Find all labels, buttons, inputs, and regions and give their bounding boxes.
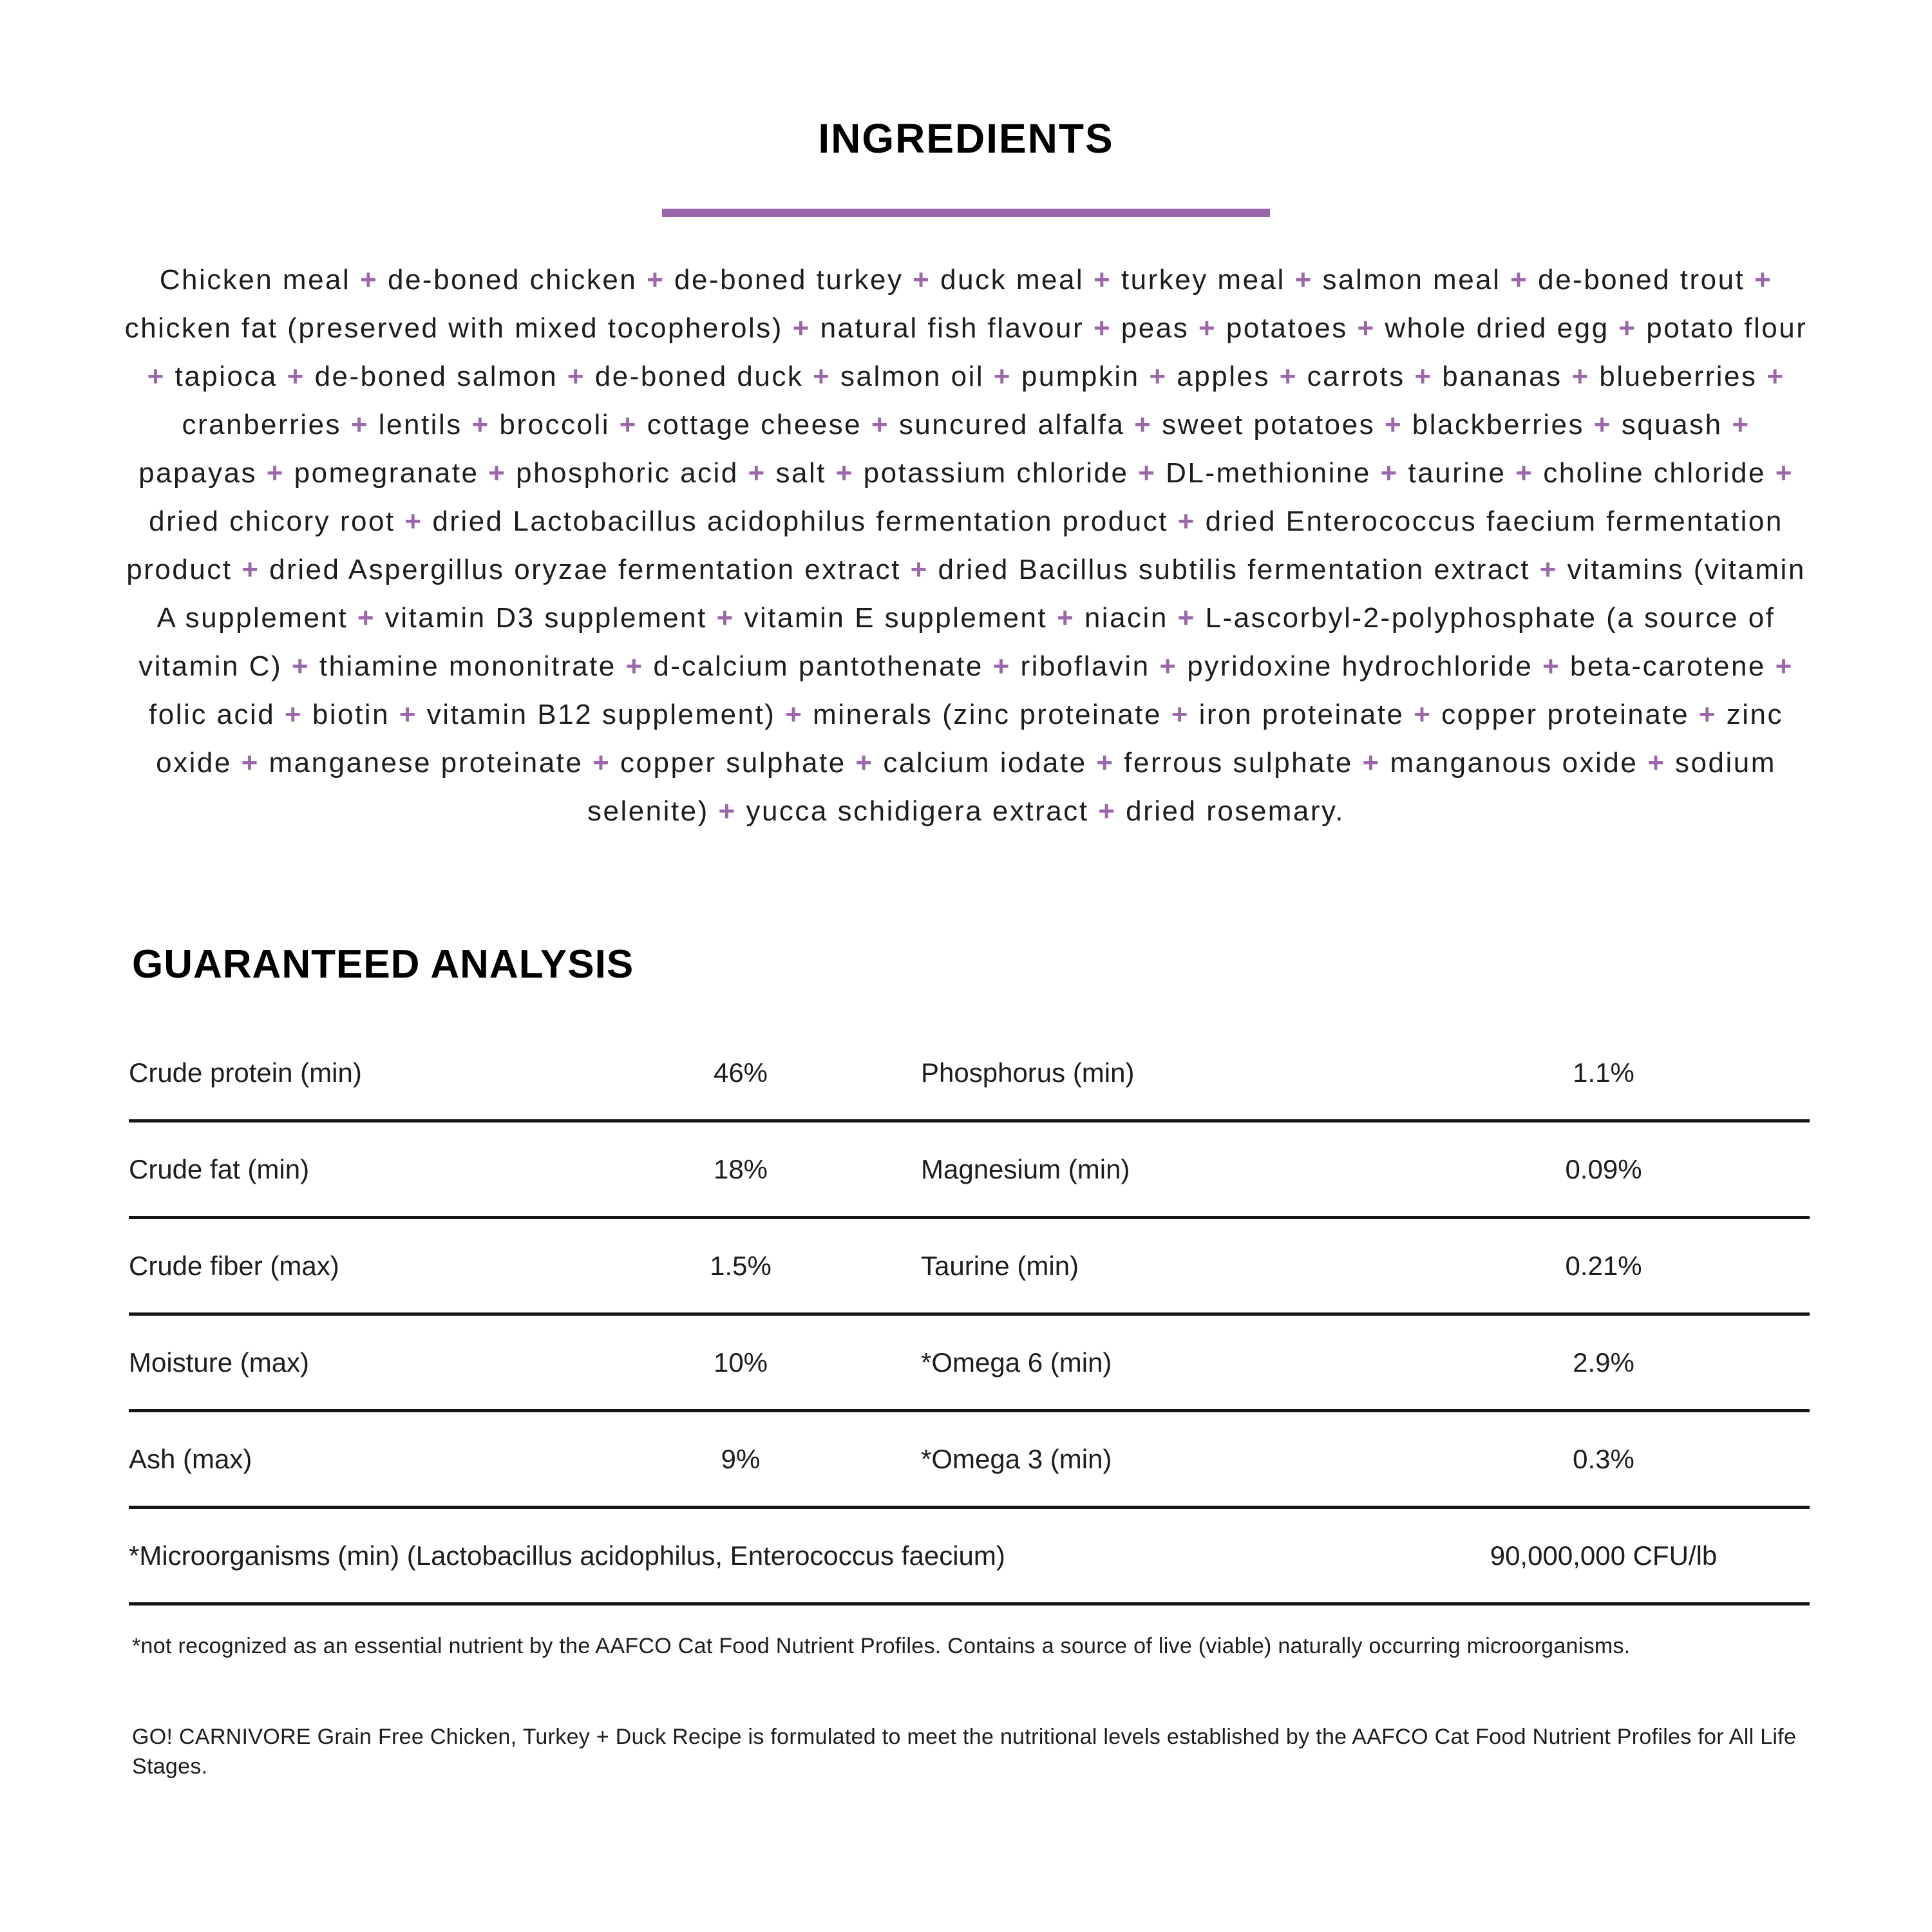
plus-separator: +	[1542, 650, 1561, 682]
ingredient-item: ferrous sulphate	[1124, 747, 1353, 779]
plus-separator: +	[357, 602, 376, 634]
ingredient-item: copper sulphate	[620, 747, 846, 779]
plus-separator: +	[1171, 699, 1189, 730]
ingredient-item: pomegranate	[294, 457, 479, 489]
ingredient-item: riboflavin	[1020, 650, 1150, 682]
plus-separator: +	[1515, 457, 1534, 489]
plus-separator: +	[1732, 409, 1750, 440]
ingredient-item: salmon oil	[840, 361, 985, 392]
ingredient-item: blackberries	[1412, 409, 1585, 440]
ingredient-item: DL-methionine	[1166, 457, 1371, 489]
plus-separator: +	[287, 361, 305, 392]
ingredient-item: dried Lactobacillus acidophilus fermentation product	[432, 506, 1168, 537]
ingredient-item: papayas	[138, 457, 257, 489]
plus-separator: +	[813, 361, 831, 392]
ingredient-item: duck meal	[940, 264, 1084, 296]
ingredient-item: Chicken meal	[159, 264, 351, 296]
nutrient-label: Magnesium (min)	[921, 1153, 1130, 1184]
plus-separator: +	[1698, 699, 1718, 730]
plus-separator: +	[1138, 457, 1157, 489]
nutrient-value: 0.3%	[1573, 1443, 1634, 1474]
plus-separator: +	[792, 312, 811, 344]
ingredient-item: taurine	[1408, 457, 1506, 489]
ingredient-item: vitamin D3 supplement	[384, 602, 707, 634]
plus-separator: +	[1096, 747, 1115, 779]
ingredient-item: cranberries	[182, 409, 342, 440]
nutrient-value: 0.09%	[1565, 1153, 1642, 1184]
plus-separator: +	[1775, 457, 1794, 489]
ingredient-item: blueberries	[1599, 361, 1757, 392]
ingredient-item: biotin	[312, 699, 390, 730]
ingredient-item: sodium selenite)	[587, 747, 1776, 827]
ingredient-item: natural fish flavour	[820, 312, 1084, 344]
ingredient-item: folic acid	[149, 699, 276, 730]
plus-separator: +	[992, 650, 1011, 682]
plus-separator: +	[1279, 361, 1298, 392]
plus-separator: +	[1159, 650, 1178, 682]
ingredient-item: dried Aspergillus oryzae fermentation extract	[269, 554, 901, 585]
plus-separator: +	[716, 602, 735, 634]
plus-separator: +	[399, 699, 417, 730]
plus-separator: +	[1593, 409, 1612, 440]
nutrient-label: Phosphorus (min)	[921, 1057, 1135, 1088]
ingredient-item: vitamin E supplement	[744, 602, 1048, 634]
ingredient-item: d-calcium pantothenate	[653, 650, 983, 682]
plus-separator: +	[619, 409, 638, 440]
plus-separator: +	[1539, 554, 1558, 585]
nutrient-label: Ash (max)	[129, 1443, 252, 1474]
plus-separator: +	[291, 650, 310, 682]
plus-separator: +	[567, 361, 586, 392]
ingredient-item: dried Bacillus subtilis fermentation extract	[938, 554, 1530, 585]
plus-separator: +	[1134, 409, 1153, 440]
ingredient-item: de-boned salmon	[314, 361, 558, 392]
ingredient-item: apples	[1177, 361, 1270, 392]
analysis-row-microorganisms	[129, 1509, 1810, 1605]
ingredient-item: broccoli	[499, 409, 611, 440]
plus-separator: +	[1357, 312, 1376, 344]
ingredient-item: manganese proteinate	[269, 747, 583, 779]
plus-separator: +	[1198, 312, 1217, 344]
plus-separator: +	[471, 409, 490, 440]
plus-separator: +	[242, 554, 260, 585]
aafco-statement: GO! CARNIVORE Grain Free Chicken, Turkey + Duck Recipe is formulated to meet the nutritional levels established by the AAFCO Cat Food Nutrient Profiles for All Life Stages.	[132, 1725, 1797, 1779]
plus-separator: +	[910, 554, 929, 585]
plus-separator: +	[1618, 312, 1637, 344]
plus-separator: +	[350, 409, 369, 440]
ingredient-item: lentils	[378, 409, 462, 440]
nutrient-value: 1.1%	[1573, 1057, 1634, 1088]
ingredient-item: phosphoric acid	[516, 457, 739, 489]
plus-separator: +	[1766, 361, 1785, 392]
ingredient-item: minerals (zinc proteinate	[813, 699, 1162, 730]
ingredient-item: choline chloride	[1543, 457, 1766, 489]
plus-separator: +	[592, 747, 611, 779]
plus-separator: +	[1093, 312, 1112, 344]
nutrient-value: 18%	[713, 1153, 768, 1184]
plus-separator: +	[1510, 264, 1529, 296]
ingredient-item: yucca schidigera extract	[746, 795, 1089, 827]
nutrient-label: *Omega 3 (min)	[921, 1443, 1112, 1474]
plus-separator: +	[748, 457, 766, 489]
nutrient-label: Crude protein (min)	[129, 1057, 362, 1088]
ingredient-item: turkey meal	[1121, 264, 1285, 296]
ingredients-paragraph	[122, 256, 1810, 835]
nutrient-label: Crude fiber (max)	[129, 1250, 339, 1281]
ingredient-item: beta-carotene	[1569, 650, 1766, 682]
ingredient-item: pyridoxine hydrochloride	[1187, 650, 1533, 682]
ingredient-item: dried chicory root	[149, 506, 395, 537]
ingredient-item: vitamin B12 supplement)	[426, 699, 776, 730]
plus-separator: +	[241, 747, 260, 779]
plus-separator: +	[1414, 699, 1432, 730]
nutrient-label: *Omega 6 (min)	[921, 1347, 1112, 1378]
ingredient-item: copper proteinate	[1441, 699, 1690, 730]
plus-separator: +	[1093, 264, 1112, 296]
ingredient-item: zinc oxide	[156, 699, 1783, 779]
plus-separator: +	[1571, 361, 1590, 392]
guaranteed-analysis-table	[129, 1026, 1810, 1605]
plus-separator: +	[1647, 747, 1666, 779]
plus-separator: +	[266, 457, 285, 489]
ingredient-item: potato flour	[1646, 312, 1808, 344]
ingredient-item: calcium iodate	[883, 747, 1087, 779]
ingredient-item: vitamins (vitamin A supplement	[156, 554, 1806, 634]
plus-separator: +	[785, 699, 804, 730]
plus-separator: +	[1754, 264, 1773, 296]
plus-separator: +	[1294, 264, 1313, 296]
plus-separator: +	[871, 409, 890, 440]
ingredient-item: de-boned duck	[594, 361, 804, 392]
plus-separator: +	[360, 264, 379, 296]
ingredient-item: salt	[775, 457, 826, 489]
ingredients-title: INGREDIENTS	[818, 115, 1114, 162]
ingredient-item: potatoes	[1226, 312, 1348, 344]
plus-separator: +	[1149, 361, 1168, 392]
nutrient-value: 10%	[713, 1347, 768, 1378]
nutrient-value: 2.9%	[1573, 1347, 1634, 1378]
microorganisms-footnote: *not recognized as an essential nutrient by the AAFCO Cat Food Nutrient Profiles. Contains a source of live (viable) naturally occurring microorganisms.	[132, 1634, 1631, 1658]
plus-separator: +	[1056, 602, 1075, 634]
plus-separator: +	[647, 264, 665, 296]
plus-separator: +	[625, 650, 644, 682]
plus-separator: +	[835, 457, 854, 489]
plus-separator: +	[1414, 361, 1433, 392]
ingredient-item: salmon meal	[1322, 264, 1501, 296]
nutrient-value: 90,000,000 CFU/lb	[1490, 1540, 1718, 1571]
ingredient-item: de-boned chicken	[387, 264, 638, 296]
plus-separator: +	[488, 457, 507, 489]
plus-separator: +	[284, 699, 303, 730]
plus-separator: +	[718, 795, 737, 827]
nutrient-label: Crude fat (min)	[129, 1153, 310, 1184]
plus-separator: +	[1177, 602, 1196, 634]
ingredient-item: L-ascorbyl-2-polyphosphate (a source of vitamin C)	[138, 602, 1776, 682]
nutrient-value: 0.21%	[1565, 1250, 1642, 1281]
ingredient-item: bananas	[1442, 361, 1562, 392]
plus-separator: +	[1177, 506, 1196, 537]
ingredient-item: suncured alfalfa	[898, 409, 1125, 440]
nutrient-label: Moisture (max)	[129, 1347, 310, 1378]
ingredient-item: pumpkin	[1021, 361, 1140, 392]
ingredient-item: de-boned trout	[1538, 264, 1745, 296]
plus-separator: +	[993, 361, 1012, 392]
nutrient-label: *Microorganisms (min) (Lactobacillus acidophilus, Enterococcus faecium)	[129, 1540, 1005, 1571]
analysis-row	[129, 1219, 1810, 1316]
nutrient-value: 46%	[713, 1057, 768, 1088]
ingredient-item: iron proteinate	[1198, 699, 1405, 730]
ingredient-item: dried rosemary.	[1126, 795, 1345, 827]
ingredient-item: niacin	[1084, 602, 1168, 634]
plus-separator: +	[1098, 795, 1117, 827]
ingredient-item: dried Enterococcus faecium fermentation product	[126, 506, 1783, 585]
analysis-row	[129, 1026, 1810, 1122]
nutrient-label: Taurine (min)	[921, 1250, 1079, 1281]
ingredient-item: peas	[1121, 312, 1189, 344]
ingredient-item: cottage cheese	[647, 409, 862, 440]
ingredient-item: tapioca	[175, 361, 278, 392]
nutrient-value: 1.5%	[710, 1250, 772, 1281]
ingredient-item: whole dried egg	[1385, 312, 1609, 344]
plus-separator: +	[1775, 650, 1794, 682]
guaranteed-analysis-title: GUARANTEED ANALYSIS	[132, 942, 634, 987]
ingredient-item: de-boned turkey	[674, 264, 904, 296]
ingredient-item: sweet potatoes	[1162, 409, 1376, 440]
plus-separator: +	[913, 264, 931, 296]
plus-separator: +	[1384, 409, 1403, 440]
analysis-row	[129, 1412, 1810, 1509]
ingredient-item: potassium chloride	[863, 457, 1129, 489]
ingredient-item: manganous oxide	[1390, 747, 1638, 779]
plus-separator: +	[855, 747, 874, 779]
plus-separator: +	[404, 506, 423, 537]
analysis-row	[129, 1316, 1810, 1412]
title-divider	[662, 209, 1270, 217]
ingredient-item: thiamine mononitrate	[319, 650, 616, 682]
ingredient-item: carrots	[1307, 361, 1405, 392]
nutrient-value: 9%	[721, 1443, 761, 1474]
ingredient-item: chicken fat (preserved with mixed tocopherols)	[124, 312, 783, 344]
plus-separator: +	[1362, 747, 1381, 779]
ingredient-item: squash	[1621, 409, 1723, 440]
plus-separator: +	[1380, 457, 1399, 489]
plus-separator: +	[147, 361, 166, 392]
analysis-row	[129, 1122, 1810, 1219]
